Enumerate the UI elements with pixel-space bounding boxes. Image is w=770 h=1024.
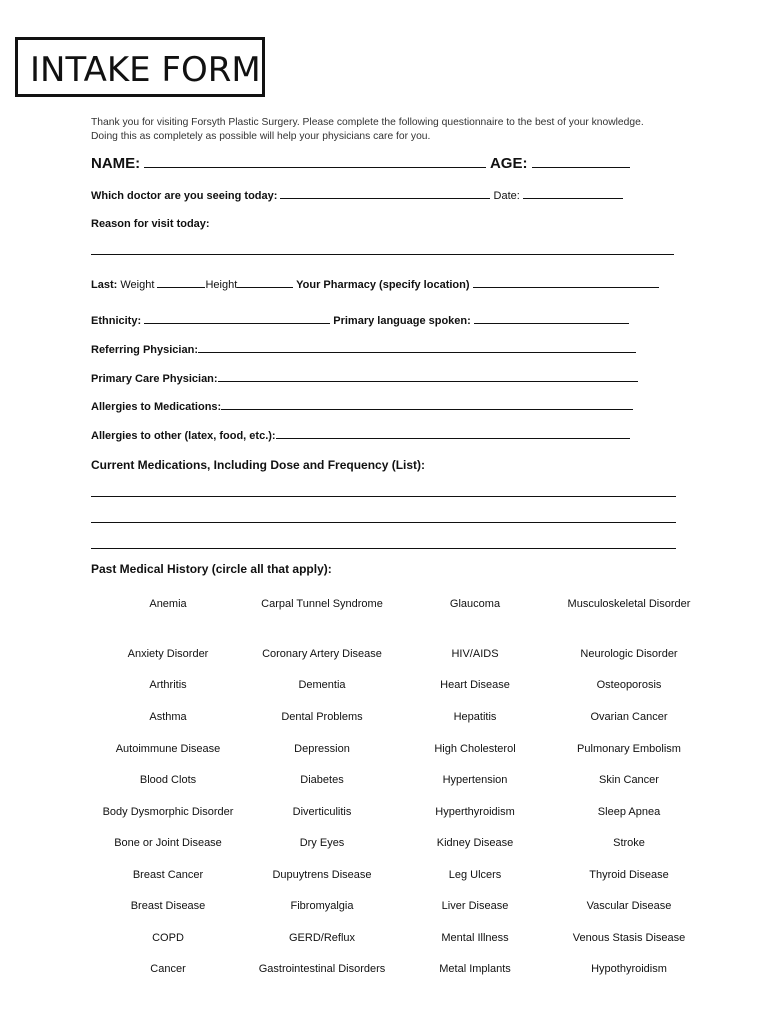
condition-option[interactable]: Hepatitis — [453, 711, 497, 723]
condition-option[interactable]: Diverticulitis — [292, 806, 352, 818]
condition-option[interactable]: Leg Ulcers — [448, 869, 502, 881]
condition-option[interactable]: Skin Cancer — [599, 774, 659, 786]
condition-option[interactable]: Dementia — [298, 679, 346, 691]
intro-line-2: Doing this as completely as possible will help your physicians care for you. — [91, 131, 431, 142]
condition-option[interactable]: Vascular Disease — [586, 900, 672, 912]
pharmacy-field[interactable] — [473, 278, 659, 288]
date-field[interactable] — [523, 189, 623, 199]
condition-option[interactable]: Anemia — [149, 598, 187, 610]
form-title: INTAKE FORM — [30, 50, 261, 90]
condition-option[interactable]: Ovarian Cancer — [590, 711, 668, 723]
allergies-meds-field[interactable] — [221, 400, 633, 410]
primary-care-row — [91, 372, 638, 385]
history-heading: Past Medical History (circle all that apply): — [91, 562, 332, 576]
name-field[interactable] — [144, 158, 486, 168]
condition-option[interactable]: GERD/Reflux — [288, 932, 356, 944]
condition-option[interactable]: Gastrointestinal Disorders — [258, 963, 386, 975]
condition-option[interactable]: Dental Problems — [281, 711, 363, 723]
condition-option[interactable]: Bone or Joint Disease — [114, 837, 222, 849]
condition-option[interactable]: Hyperthyroidism — [435, 806, 515, 818]
ethnicity-field[interactable] — [144, 314, 330, 324]
intro-line-1: Thank you for visiting Forsyth Plastic Surgery. Please complete the following questionnaire to the best of your knowledge. — [91, 117, 644, 128]
condition-option[interactable]: Diabetes — [300, 774, 344, 786]
age-field[interactable] — [532, 158, 630, 168]
height-field[interactable] — [237, 278, 293, 288]
medications-line-2[interactable] — [91, 522, 676, 523]
condition-option[interactable]: Mental Illness — [441, 932, 509, 944]
medications-heading: Current Medications, Including Dose and Frequency (List): — [91, 458, 426, 472]
primary-care-label: Primary Care Physician: — [91, 373, 218, 385]
condition-option[interactable]: Neurologic Disorder — [580, 648, 678, 660]
condition-option[interactable]: Venous Stasis Disease — [572, 932, 686, 944]
name-age-row: NAME: AGE: — [91, 155, 630, 172]
condition-option[interactable]: Hypothyroidism — [591, 963, 667, 975]
condition-option[interactable]: Metal Implants — [439, 963, 511, 975]
condition-option[interactable]: High Cholesterol — [434, 743, 516, 755]
condition-option[interactable]: Dupuytrens Disease — [272, 869, 372, 881]
condition-option[interactable]: Kidney Disease — [436, 837, 514, 849]
condition-option[interactable]: Pulmonary Embolism — [577, 743, 681, 755]
allergies-other-field[interactable] — [276, 429, 630, 439]
pharmacy-label: Your Pharmacy (specify location) — [296, 279, 470, 291]
medications-line-3[interactable] — [91, 548, 676, 549]
condition-option[interactable]: Carpal Tunnel Syndrome — [261, 598, 383, 610]
condition-option[interactable]: Hypertension — [442, 774, 508, 786]
condition-option[interactable]: Arthritis — [149, 679, 187, 691]
condition-option[interactable]: Heart Disease — [440, 679, 510, 691]
ethnicity-label: Ethnicity: — [91, 315, 142, 327]
doctor-field[interactable] — [280, 189, 490, 199]
condition-option[interactable]: Breast Disease — [130, 900, 206, 912]
condition-option[interactable]: Coronary Artery Disease — [262, 648, 382, 660]
referring-field[interactable] — [198, 343, 636, 353]
condition-option[interactable]: Breast Cancer — [132, 869, 204, 881]
age-label: AGE — [489, 155, 523, 172]
form-title-box — [15, 37, 265, 97]
condition-option[interactable]: Osteoporosis — [596, 679, 662, 691]
condition-option[interactable]: Dry Eyes — [299, 837, 345, 849]
language-label: Primary language spoken: — [333, 315, 471, 327]
condition-option[interactable]: Fibromyalgia — [290, 900, 354, 912]
allergies-meds-label: Allergies to Medications: — [91, 401, 222, 413]
height-label: Height — [205, 279, 238, 291]
condition-option[interactable]: Body Dysmorphic Disorder — [102, 806, 234, 818]
condition-option[interactable]: Sleep Apnea — [597, 806, 661, 818]
name-label: NAME — [91, 155, 136, 172]
doctor-row — [91, 189, 623, 202]
date-label: Date: — [493, 190, 520, 202]
language-field[interactable] — [474, 314, 629, 324]
condition-option[interactable]: Asthma — [149, 711, 187, 723]
reason-label: Reason for visit today: — [91, 218, 210, 230]
ethnicity-row — [91, 314, 629, 327]
allergies-other-label: Allergies to other (latex, food, etc.): — [91, 430, 276, 442]
reason-field[interactable] — [91, 254, 674, 255]
primary-care-field[interactable] — [218, 372, 638, 382]
allergies-other-row — [91, 429, 630, 442]
condition-option[interactable]: Musculoskeletal Disorder — [567, 598, 691, 610]
condition-option[interactable]: Cancer — [150, 963, 186, 975]
weight-field[interactable] — [157, 278, 205, 288]
condition-option[interactable]: Glaucoma — [449, 598, 501, 610]
vitals-row — [91, 278, 659, 291]
doctor-label: Which doctor are you seeing today: — [91, 190, 278, 202]
intro-text — [91, 116, 711, 144]
last-label: Last: — [91, 279, 118, 291]
medications-line-1[interactable] — [91, 496, 676, 497]
referring-row — [91, 343, 636, 356]
condition-option[interactable]: Anxiety Disorder — [127, 648, 209, 660]
condition-option[interactable]: Thyroid Disease — [589, 869, 669, 881]
condition-option[interactable]: COPD — [152, 932, 184, 944]
condition-option[interactable]: Liver Disease — [441, 900, 509, 912]
condition-option[interactable]: Blood Clots — [139, 774, 197, 786]
condition-option[interactable]: Stroke — [613, 837, 645, 849]
condition-option[interactable]: Depression — [294, 743, 350, 755]
condition-option[interactable]: Autoimmune Disease — [115, 743, 221, 755]
weight-label: Weight — [120, 279, 155, 291]
condition-option[interactable]: HIV/AIDS — [451, 648, 499, 660]
referring-label: Referring Physician: — [91, 344, 198, 356]
allergies-meds-row — [91, 400, 633, 413]
